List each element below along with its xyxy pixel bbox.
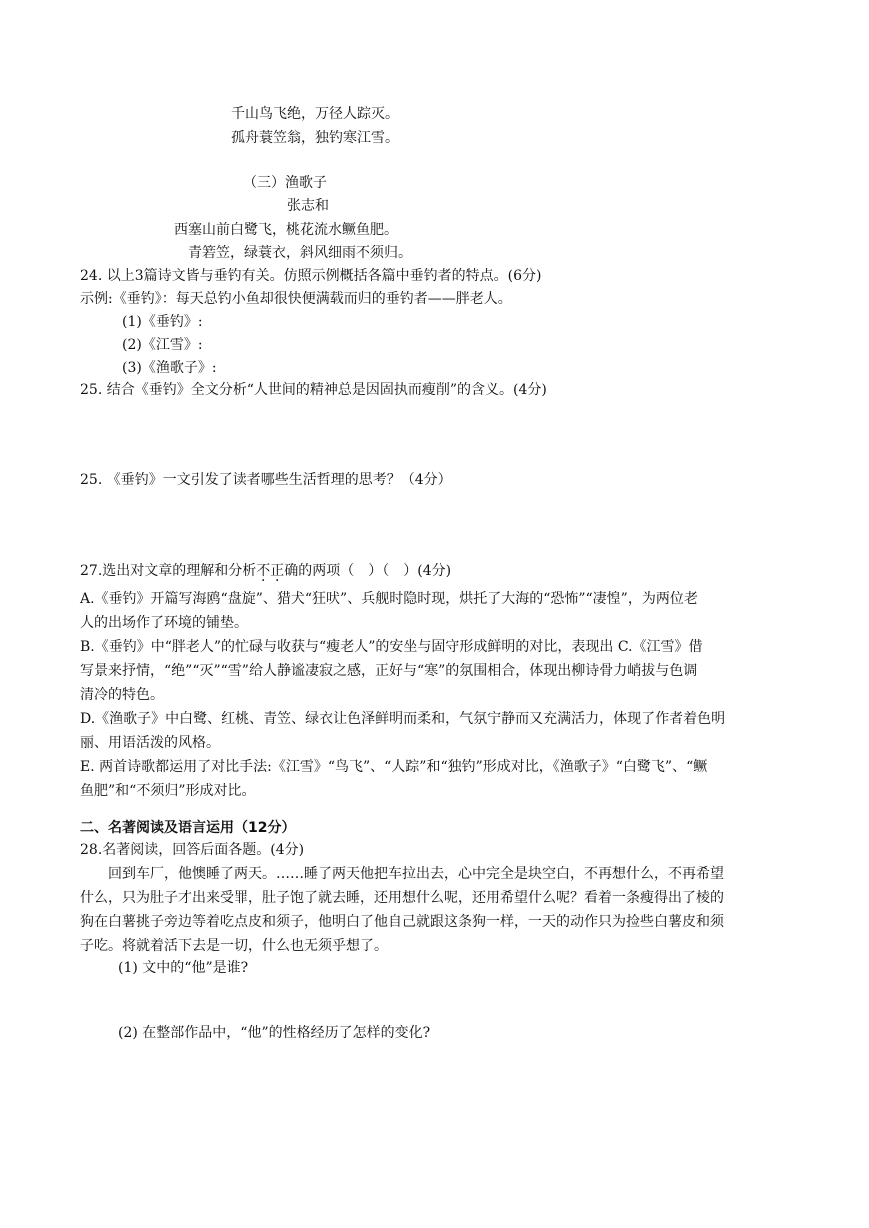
option-d-line-2: 丽、用语活泼的风格。	[80, 735, 220, 751]
question-27-stem	[80, 561, 451, 581]
question-27-stem-suffix: 确的两项（ ）（ ）(4分)	[284, 563, 452, 579]
poem-yugezi-author: 张志和	[287, 198, 329, 214]
option-b-line-1: B.《垂钓》中“胖老人”的忙碌与收获与“瘦老人”的安坐与固守形成鲜明的对比，表现出 C.《江雪》借	[80, 639, 703, 655]
question-24-item-3: (3)《渔歌子》:	[122, 360, 217, 376]
sub-question-2: (2) 在整部作品中，“他”的性格经历了怎样的变化?	[118, 1025, 431, 1041]
option-b-line-2: 写景来抒情，“绝”“灭”“雪”给人静谧凄寂之感，正好与“寒”的氛围相合，体现出柳诗骨力峭拔与色调	[80, 663, 698, 679]
option-a-line-2: 人的出场作了环境的铺垫。	[80, 615, 248, 631]
passage-line-1: 回到车厂，他懊睡了两天。……睡了两天他把车拉出去，心中完全是块空白，不再想什么，不再希望	[108, 866, 724, 882]
question-26-stem: 25. 《垂钓》一文引发了读者哪些生活哲理的思考？（4分）	[80, 472, 452, 488]
poem-jiangxue-line-2: 孤舟蓑笠翁，独钓寒江雪。	[231, 130, 399, 146]
question-27-stem-prefix: 27.选出对文章的理解和分析	[80, 563, 257, 579]
option-e-line-1: E. 两首诗歌都运用了对比手法:《江雪》“鸟飞”、“人踪”和“独钓”形成对比，《渔歌子》“白鹭飞”、“鳜	[80, 759, 708, 775]
question-24-example: 示例:《垂钓》：每天总钓小鱼却很快便满载而归的垂钓者——胖老人。	[80, 291, 512, 307]
emphasis-dot-char: 正	[270, 563, 285, 579]
poem-yugezi-line-1: 西塞山前白鹭飞，桃花流水鳜鱼肥。	[174, 222, 398, 238]
passage-line-2: 什么，只为肚子才出来受罪，肚子饱了就去睡，还用想什么呢，还用希望什么呢？看着一条瘦得出了棱的	[80, 890, 724, 906]
option-d-line-1: D.《渔歌子》中白鹭、红桃、青笠、绿衣让色泽鲜明而柔和，气氛宁静而又充满活力，体现了作者着色明	[80, 711, 726, 727]
question-24-item-2: (2)《江雪》:	[122, 337, 203, 353]
emphasis-dot-char: 不	[256, 563, 271, 579]
sub-question-1: (1) 文中的“他”是谁?	[118, 960, 249, 976]
option-b-line-3: 清冷的特色。	[80, 687, 164, 703]
question-24-stem: 24. 以上3篇诗文皆与垂钓有关。仿照示例概括各篇中垂钓者的特点。(6分)	[80, 268, 542, 284]
question-25-stem: 25. 结合《垂钓》全文分析“人世间的精神总是因固执而瘦削”的含义。(4分)	[80, 382, 547, 398]
passage-line-4: 子吃。将就着活下去是一切，什么也无须乎想了。	[80, 938, 388, 954]
option-a-line-1: A.《垂钓》开篇写海鸥“盘旋”、猎犬“狂吠”、兵舰时隐时现，烘托了大海的“恐怖”“凄惶”，为两位老	[80, 591, 698, 607]
passage-line-3: 狗在白薯挑子旁边等着吃点皮和须子，他明白了他自己就跟这条狗一样，一天的动作只为捡些白薯皮和须	[80, 914, 724, 930]
question-24-item-1: (1)《垂钓》:	[122, 314, 203, 330]
option-e-line-2: 鱼肥”和“不须归”形成对比。	[80, 783, 256, 799]
poem-jiangxue-line-1: 千山鸟飞绝，万径人踪灭。	[231, 106, 399, 122]
poem-yugezi-line-2: 青箬笠，绿蓑衣，斜风细雨不须归。	[188, 245, 412, 261]
poem-yugezi-title: （三）渔歌子	[243, 175, 327, 191]
question-28-stem: 28.名著阅读，回答后面各题。(4分)	[80, 842, 305, 858]
section-heading: 二、名著阅读及语言运用（12分）	[80, 820, 296, 836]
